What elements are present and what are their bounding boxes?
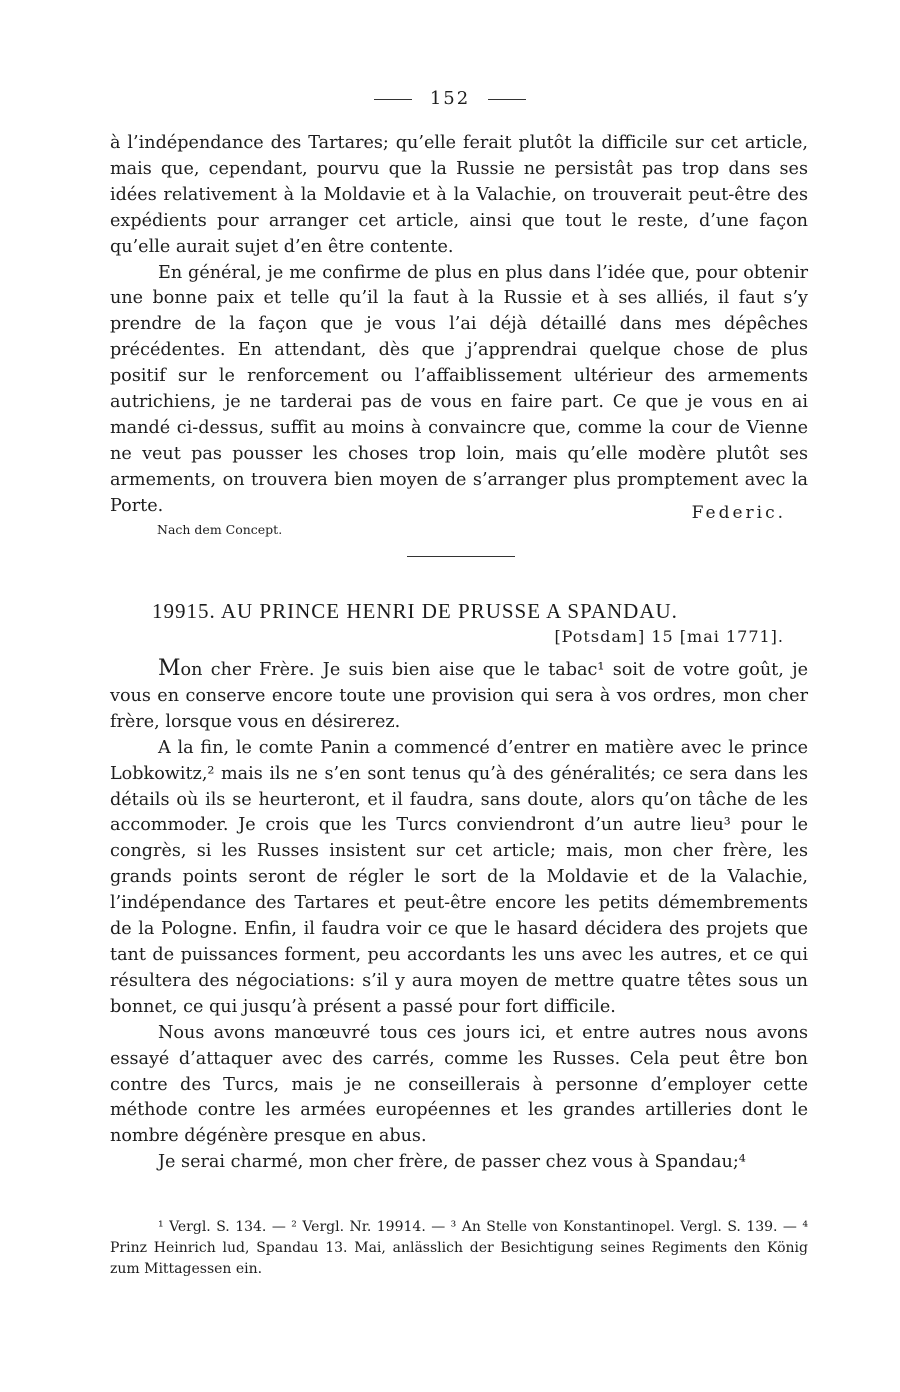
- paragraph: [110, 656, 808, 736]
- header-rule-right: [488, 99, 526, 100]
- source-note: Nach dem Concept.: [157, 522, 283, 537]
- paragraph-text: on cher Frère. Je suis bien aise que le tabac¹ soit de votre goût, je vous en conserve encore toute une provision qui sera à vos ordres, mon cher frère, lorsque vous en désirerez.: [110, 660, 808, 732]
- paragraph: Nous avons manœuvré tous ces jours ici, et entre autres nous avons essayé d’attaquer avec des carrés, comme les Russes. Cela peut être bon contre des Turcs, mais je ne conseillerais à personne d’employer cette méthode contre les armées européennes et les grandes artilleries dont le nombre dégénère presque en abus.: [110, 1022, 808, 1147]
- section-divider: [407, 556, 515, 557]
- paragraph: A la fin, le comte Panin a commencé d’entrer en matière avec le prince Lobkowitz,² mais ils ne s’en sont tenus qu’à des généralités; ce sera dans les détails où ils se heurteront, et il faudra, sans doute, alors qu’on tâche de les accommoder. Je crois que les Turcs conviendront d’un autre lieu³ pour le congrès, si les Russes insistent sur cet article; mais, mon cher frère, les grands points seront de régler le sort de la Moldavie et de la Valachie, l’indépendance des Tartares et peut-être encore les petits démembrements de la Pologne. Enfin, il faudra voir ce que le hasard décidera des projets que tant de puissances forment, peu accordants les uns avec les autres, et ce qui résultera des négociations: s’il y aura moyen de mettre quatre têtes sous un bonnet, ce qui jusqu’à présent a passé pour fort difficile.: [110, 737, 808, 1017]
- paragraph: Je serai charmé, mon cher frère, de passer chez vous à Spandau;⁴: [158, 1152, 746, 1173]
- letter-body: [110, 656, 808, 1176]
- dateline: [Potsdam] 15 [mai 1771].: [554, 627, 784, 646]
- initial-letter: M: [158, 656, 181, 681]
- page-number: 152: [429, 88, 471, 109]
- signature: Federic.: [691, 503, 786, 523]
- running-header: [0, 88, 900, 112]
- letter-heading: 19915. AU PRINCE HENRI DE PRUSSE A SPANDAU.: [152, 599, 678, 623]
- paragraph: En général, je me confirme de plus en plus dans l’idée que, pour obtenir une bonne paix et telle qu’il la faut à la Russie et à ses alliés, il faut s’y prendre de la façon que je vous l’ai déjà détaillé dans mes dépêches précédentes. En attendant, dès que j’apprendrai quelque chose de plus positif sur le renforcement ou l’affaiblissement ultérieur des armements autrichiens, je ne tarderai pas de vous en faire part. Ce que je vous en ai mandé ci-dessus, suffit au moins à convaincre que, comme la cour de Vienne ne veut pas pousser les choses trop loin, mais qu’elle modère plutôt ses armements, on trouvera bien moyen de s’arranger plus promptement avec la Porte.: [110, 262, 808, 516]
- paragraph: à l’indépendance des Tartares; qu’elle ferait plutôt la difficile sur cet article, mais que, cependant, pourvu que la Russie ne persistât pas trop dans ses idées relativement à la Moldavie et à la Valachie, on trouverait peut-être des expédients pour arranger cet article, ainsi que tout le reste, d’une façon qu’elle aurait sujet d’en être contente.: [110, 133, 808, 257]
- header-rule-left: [374, 99, 412, 100]
- footnote-text: ¹ Vergl. S. 134. — ² Vergl. Nr. 19914. — ³ An Stelle von Konstantinopel. Vergl. S. 139. — ⁴ Prinz Heinrich lud, Spandau 13. Mai, anlässlich der Besichtigung seines Regiments den König zum Mittagessen ein.: [110, 1219, 808, 1277]
- footnotes: [110, 1217, 808, 1280]
- letter-continuation: [110, 131, 808, 520]
